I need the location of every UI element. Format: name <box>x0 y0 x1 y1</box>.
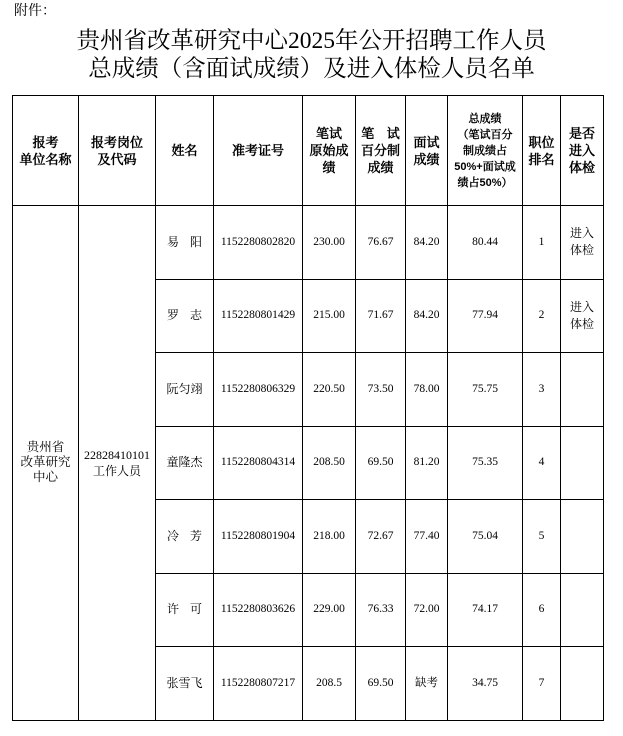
position-rank: 6 <box>523 573 561 647</box>
exam-ticket-number: 1152280804314 <box>214 426 303 500</box>
title-line-2: 总成绩（含面试成绩）及进入体检人员名单 <box>88 56 535 82</box>
written-percent-score: 71.67 <box>356 279 406 353</box>
interview-score: 78.00 <box>406 353 448 427</box>
physical-exam-status: 进入体检 <box>561 279 604 353</box>
header-interview-score: 面试 成绩 <box>406 96 448 206</box>
candidate-name: 童隆杰 <box>156 426 214 500</box>
header-position-rank: 职位 排名 <box>523 96 561 206</box>
written-raw-score: 208.5 <box>303 647 356 721</box>
physical-exam-status <box>561 426 604 500</box>
physical-exam-status <box>561 353 604 427</box>
header-exam-ticket-number: 准考证号 <box>214 96 303 206</box>
written-raw-score: 229.00 <box>303 573 356 647</box>
physical-exam-status <box>561 500 604 574</box>
interview-score: 81.20 <box>406 426 448 500</box>
interview-score: 84.20 <box>406 206 448 280</box>
written-percent-score: 73.50 <box>356 353 406 427</box>
written-percent-score: 76.67 <box>356 206 406 280</box>
written-percent-score: 76.33 <box>356 573 406 647</box>
exam-ticket-number: 1152280802820 <box>214 206 303 280</box>
total-score: 34.75 <box>448 647 523 721</box>
interview-score: 72.00 <box>406 573 448 647</box>
exam-ticket-number: 1152280803626 <box>214 573 303 647</box>
candidate-name: 罗 志 <box>156 279 214 353</box>
document-title <box>0 27 623 83</box>
header-position-code: 报考岗位 及代码 <box>79 96 156 206</box>
title-line-1: 贵州省改革研究中心2025年公开招聘工作人员 <box>76 28 547 54</box>
table-body <box>13 206 604 721</box>
exam-ticket-number: 1152280807217 <box>214 647 303 721</box>
table-header <box>13 96 604 206</box>
physical-exam-status: 进入体检 <box>561 206 604 280</box>
candidate-name: 许 可 <box>156 573 214 647</box>
score-table <box>12 95 604 721</box>
total-score: 75.35 <box>448 426 523 500</box>
exam-ticket-number: 1152280806329 <box>214 353 303 427</box>
exam-ticket-number: 1152280801429 <box>214 279 303 353</box>
written-percent-score: 69.50 <box>356 647 406 721</box>
header-unit-name: 报考 单位名称 <box>13 96 79 206</box>
total-score: 80.44 <box>448 206 523 280</box>
written-raw-score: 215.00 <box>303 279 356 353</box>
written-raw-score: 220.50 <box>303 353 356 427</box>
written-raw-score: 230.00 <box>303 206 356 280</box>
position-rank: 2 <box>523 279 561 353</box>
position-rank: 1 <box>523 206 561 280</box>
position-rank: 7 <box>523 647 561 721</box>
header-written-percent-score: 笔 试 百分制 成绩 <box>356 96 406 206</box>
written-raw-score: 218.00 <box>303 500 356 574</box>
attachment-label: 附件： <box>14 4 56 19</box>
total-score: 77.94 <box>448 279 523 353</box>
written-percent-score: 72.67 <box>356 500 406 574</box>
header-row <box>13 96 604 206</box>
written-raw-score: 208.50 <box>303 426 356 500</box>
interview-score: 缺考 <box>406 647 448 721</box>
position-rank: 5 <box>523 500 561 574</box>
position-cell <box>79 206 156 721</box>
header-physical-exam: 是否 进入 体检 <box>561 96 604 206</box>
unit-name-cell: 贵州省 改革研究 中心 <box>13 206 79 721</box>
interview-score: 84.20 <box>406 279 448 353</box>
exam-ticket-number: 1152280801904 <box>214 500 303 574</box>
total-score: 75.75 <box>448 353 523 427</box>
position-code: 22828410101 <box>84 447 150 462</box>
header-written-raw-score: 笔试 原始成 绩 <box>303 96 356 206</box>
physical-exam-status <box>561 647 604 721</box>
written-percent-score: 69.50 <box>356 426 406 500</box>
position-title: 工作人员 <box>92 463 141 478</box>
header-total-score: 总成绩 （笔试百分 制成绩占 50%+面试成 绩占50%） <box>448 96 523 206</box>
header-candidate-name: 姓名 <box>156 96 214 206</box>
candidate-name: 阮匀翊 <box>156 353 214 427</box>
position-rank: 4 <box>523 426 561 500</box>
physical-exam-status <box>561 573 604 647</box>
total-score: 75.04 <box>448 500 523 574</box>
candidate-name: 冷 芳 <box>156 500 214 574</box>
total-score: 74.17 <box>448 573 523 647</box>
interview-score: 77.40 <box>406 500 448 574</box>
candidate-name: 易 阳 <box>156 206 214 280</box>
candidate-name: 张雪飞 <box>156 647 214 721</box>
table-row <box>13 206 604 280</box>
position-rank: 3 <box>523 353 561 427</box>
